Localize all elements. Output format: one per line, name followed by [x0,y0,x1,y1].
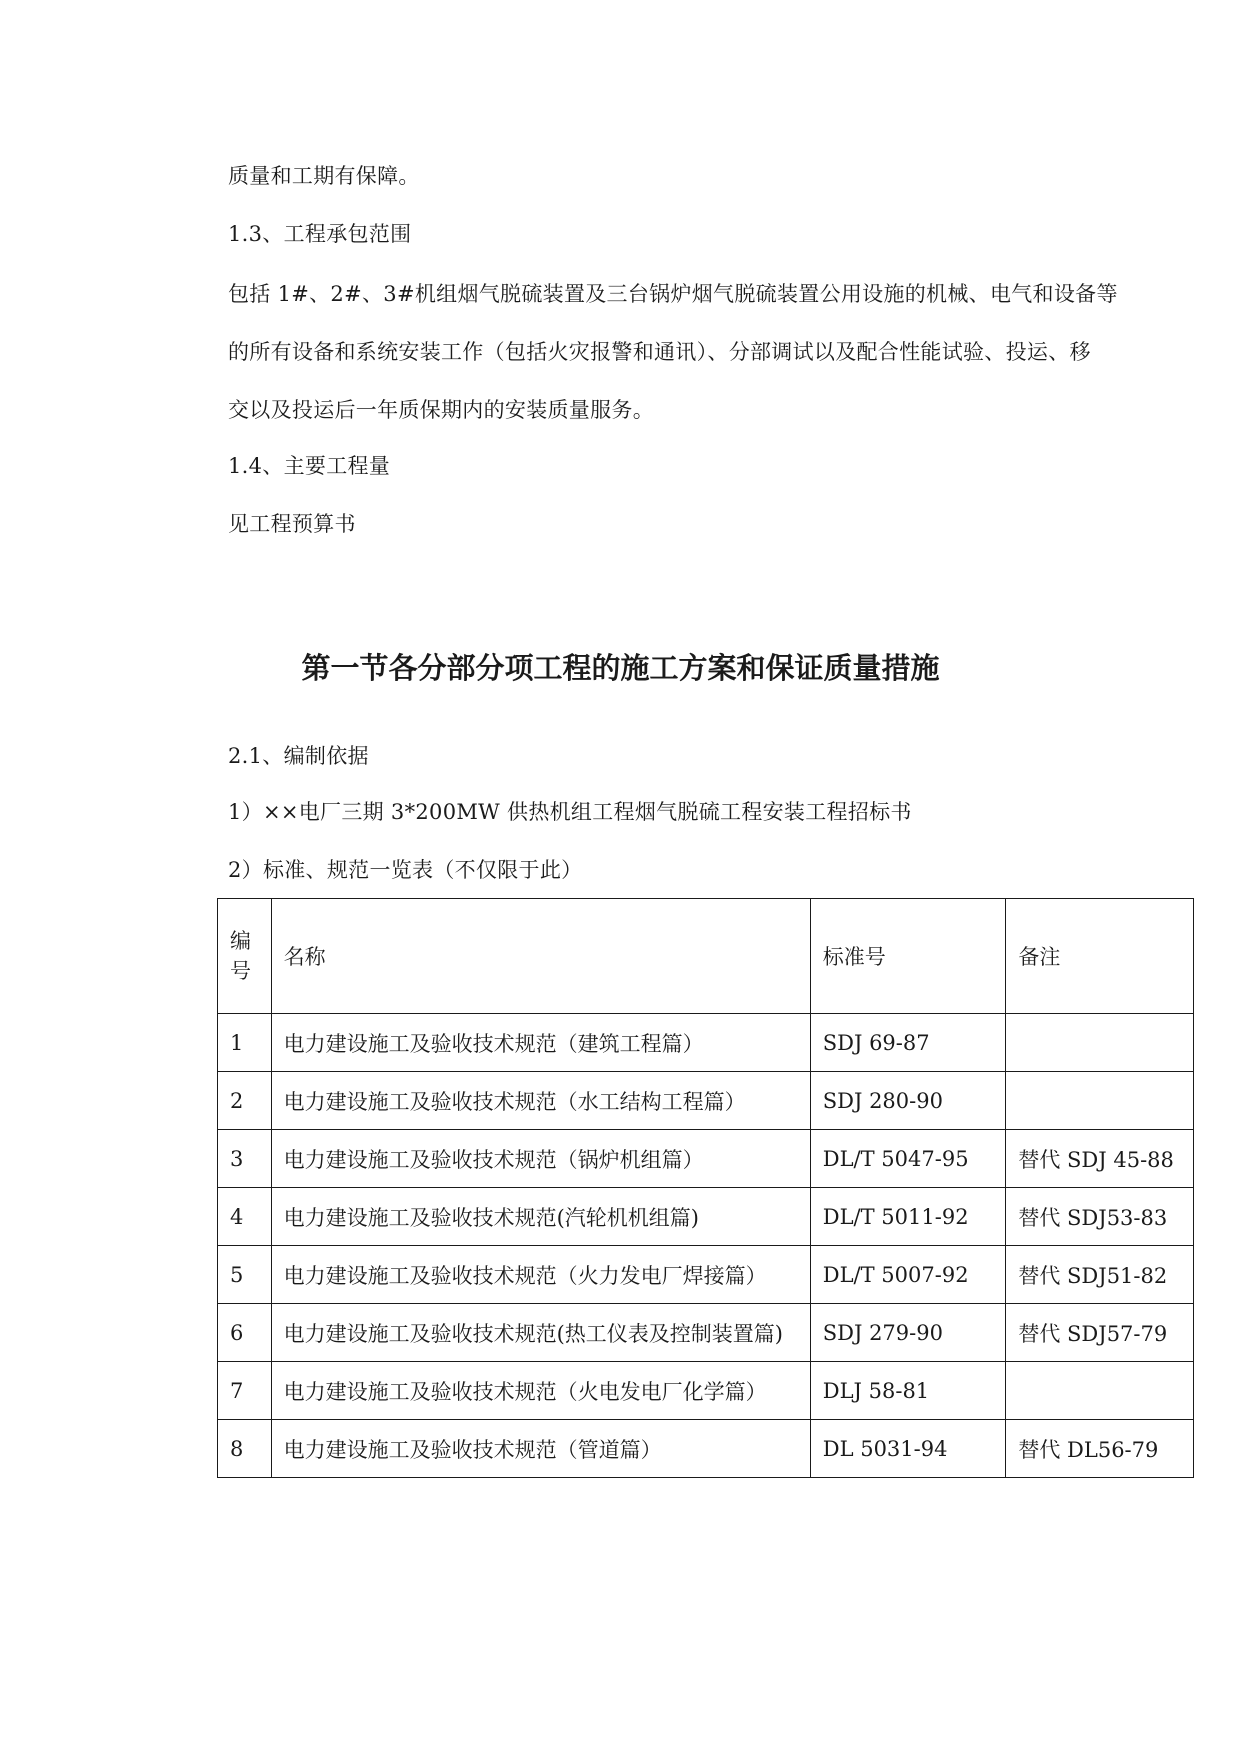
row-name: 电力建设施工及验收技术规范（建筑工程篇） [271,1014,810,1072]
table-row [218,1304,1194,1362]
paragraph-scope-line2: 的所有设备和系统安装工作（包括火灾报警和通讯）、分部调试以及配合性能试验、投运、移 [228,340,1091,364]
row-number: 2 [218,1072,272,1130]
row-name: 电力建设施工及验收技术规范（水工结构工程篇） [271,1072,810,1130]
row-number: 7 [218,1362,272,1420]
row-code: DL/T 5047-95 [810,1130,1006,1188]
row-number: 8 [218,1420,272,1478]
row-note: 替代 SDJ51-82 [1006,1246,1194,1304]
row-name: 电力建设施工及验收技术规范（火电发电厂化学篇） [271,1362,810,1420]
table-row [218,1420,1194,1478]
section-heading: 第一节各分部分项工程的施工方案和保证质量措施 [301,651,940,685]
basis-item-2: 2）标准、规范一览表（不仅限于此） [228,858,583,882]
row-number: 4 [218,1188,272,1246]
paragraph-scope-line1: 包括 1#、2#、3#机组烟气脱硫装置及三台锅炉烟气脱硫装置公用设施的机械、电气和设备等 [228,282,1118,306]
header-number-line1: 编 [230,929,251,953]
subheading-main-quantities: 1.4、主要工程量 [228,454,391,478]
row-name: 电力建设施工及验收技术规范（火力发电厂焊接篇） [271,1246,810,1304]
basis-item-1: 1）××电厂三期 3*200MW 供热机组工程烟气脱硫工程安装工程招标书 [228,800,912,824]
standards-table [217,898,1194,1478]
header-number [218,899,272,1014]
row-code: SDJ 279-90 [810,1304,1006,1362]
paragraph-quality-guarantee: 质量和工期有保障。 [228,164,420,188]
row-number: 5 [218,1246,272,1304]
row-note: 替代 DL56-79 [1006,1420,1194,1478]
subheading-basis: 2.1、编制依据 [228,744,369,768]
table-row [218,1362,1194,1420]
row-code: DL/T 5011-92 [810,1188,1006,1246]
subheading-scope: 1.3、工程承包范围 [228,222,412,246]
row-note: 替代 SDJ53-83 [1006,1188,1194,1246]
row-code: DL/T 5007-92 [810,1246,1006,1304]
row-name: 电力建设施工及验收技术规范(汽轮机机组篇) [271,1188,810,1246]
table-header-row [218,899,1194,1014]
header-number-line2: 号 [230,959,251,983]
table-row [218,1014,1194,1072]
row-number: 3 [218,1130,272,1188]
row-code: DLJ 58-81 [810,1362,1006,1420]
header-name: 名称 [271,899,810,1014]
row-note [1006,1014,1194,1072]
row-name: 电力建设施工及验收技术规范（锅炉机组篇） [271,1130,810,1188]
row-code: DL 5031-94 [810,1420,1006,1478]
header-code: 标准号 [810,899,1006,1014]
row-name: 电力建设施工及验收技术规范（管道篇） [271,1420,810,1478]
paragraph-budget-reference: 见工程预算书 [228,512,356,536]
table-row [218,1246,1194,1304]
row-name: 电力建设施工及验收技术规范(热工仪表及控制装置篇) [271,1304,810,1362]
row-code: SDJ 69-87 [810,1014,1006,1072]
row-code: SDJ 280-90 [810,1072,1006,1130]
table-row [218,1188,1194,1246]
table-row [218,1130,1194,1188]
row-note: 替代 SDJ 45-88 [1006,1130,1194,1188]
row-note [1006,1072,1194,1130]
paragraph-scope-line3: 交以及投运后一年质保期内的安装质量服务。 [228,398,654,422]
row-number: 1 [218,1014,272,1072]
header-note: 备注 [1006,899,1194,1014]
table-row [218,1072,1194,1130]
row-note: 替代 SDJ57-79 [1006,1304,1194,1362]
row-number: 6 [218,1304,272,1362]
row-note [1006,1362,1194,1420]
